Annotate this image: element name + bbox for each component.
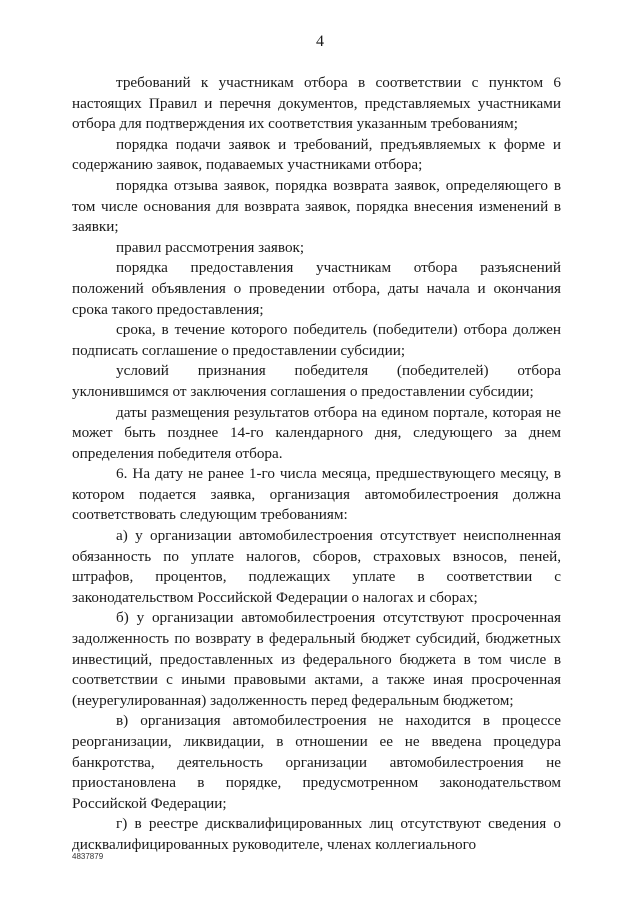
paragraph-item-a: а) у организации автомобилестроения отсутствует неисполненная обязанность по уплате налогов, сборов, страховых взносов, пеней, штрафов, процентов, подлежащих уплате в соответствии с законодательством Российской Федерации о налогах и сборах;: [72, 527, 561, 606]
paragraph-clarifications: порядка предоставления участникам отбора разъяснений положений объявления о проведении отбора, даты начала и окончания срока такого предоставления;: [72, 259, 561, 318]
document-code: 4837879: [72, 852, 104, 861]
document-body: [72, 73, 561, 856]
paragraph-selection-requirements: требований к участникам отбора в соответствии с пунктом 6 настоящих Правил и перечня документов, представляемых участниками отбора для подтверждения их соответствия указанным требованиям;: [72, 74, 561, 133]
paragraph-item-b: б) у организации автомобилестроения отсутствуют просроченная задолженность по возврату в федеральный бюджет субсидий, бюджетных инвестиций, предоставленных из федерального бюджета в том числе в соответствии с иными правовыми актами, а также иная просроченная (неурегулированная) задолженность перед федеральным бюджетом;: [72, 609, 561, 709]
paragraph-signing-term: срока, в течение которого победитель (победители) отбора должен подписать соглашение о предоставлении субсидии;: [72, 321, 561, 359]
paragraph-results-publication: даты размещения результатов отбора на едином портале, которая не может быть позднее 14-го календарного дня, следующего за днем определения победителя отбора.: [72, 403, 561, 462]
paragraph-review-rules: правил рассмотрения заявок;: [116, 238, 305, 256]
paragraph-application-withdrawal: порядка отзыва заявок, порядка возврата заявок, определяющего в том числе основания для возврата заявок, порядка внесения изменений в заявки;: [72, 176, 561, 236]
paragraph-item-v: в) организация автомобилестроения не находится в процессе реорганизации, ликвидации, в отношении ее не введена процедура банкротства, деятельность организации автомобилестроения не приостановлена в порядке, предусмотренном законодательством Российской Федерации;: [72, 712, 561, 812]
paragraph-item-g: г) в реестре дисквалифицированных лиц отсутствуют сведения о дисквалифицированных руководителе, членах коллегиального: [72, 815, 561, 853]
paragraph-section-6: 6. На дату не ранее 1-го числа месяца, предшествующего месяцу, в котором подается заявка, организация автомобилестроения должна соответствовать следующим требованиям:: [72, 465, 561, 524]
page-number: 4: [316, 33, 324, 50]
paragraph-application-procedure: порядка подачи заявок и требований, предъявляемых к форме и содержанию заявок, подаваемых участниками отбора;: [72, 135, 561, 174]
paragraph-evasion-conditions: условий признания победителя (победителей) отбора уклонившимся от заключения соглашения о предоставлении субсидии;: [72, 362, 561, 400]
